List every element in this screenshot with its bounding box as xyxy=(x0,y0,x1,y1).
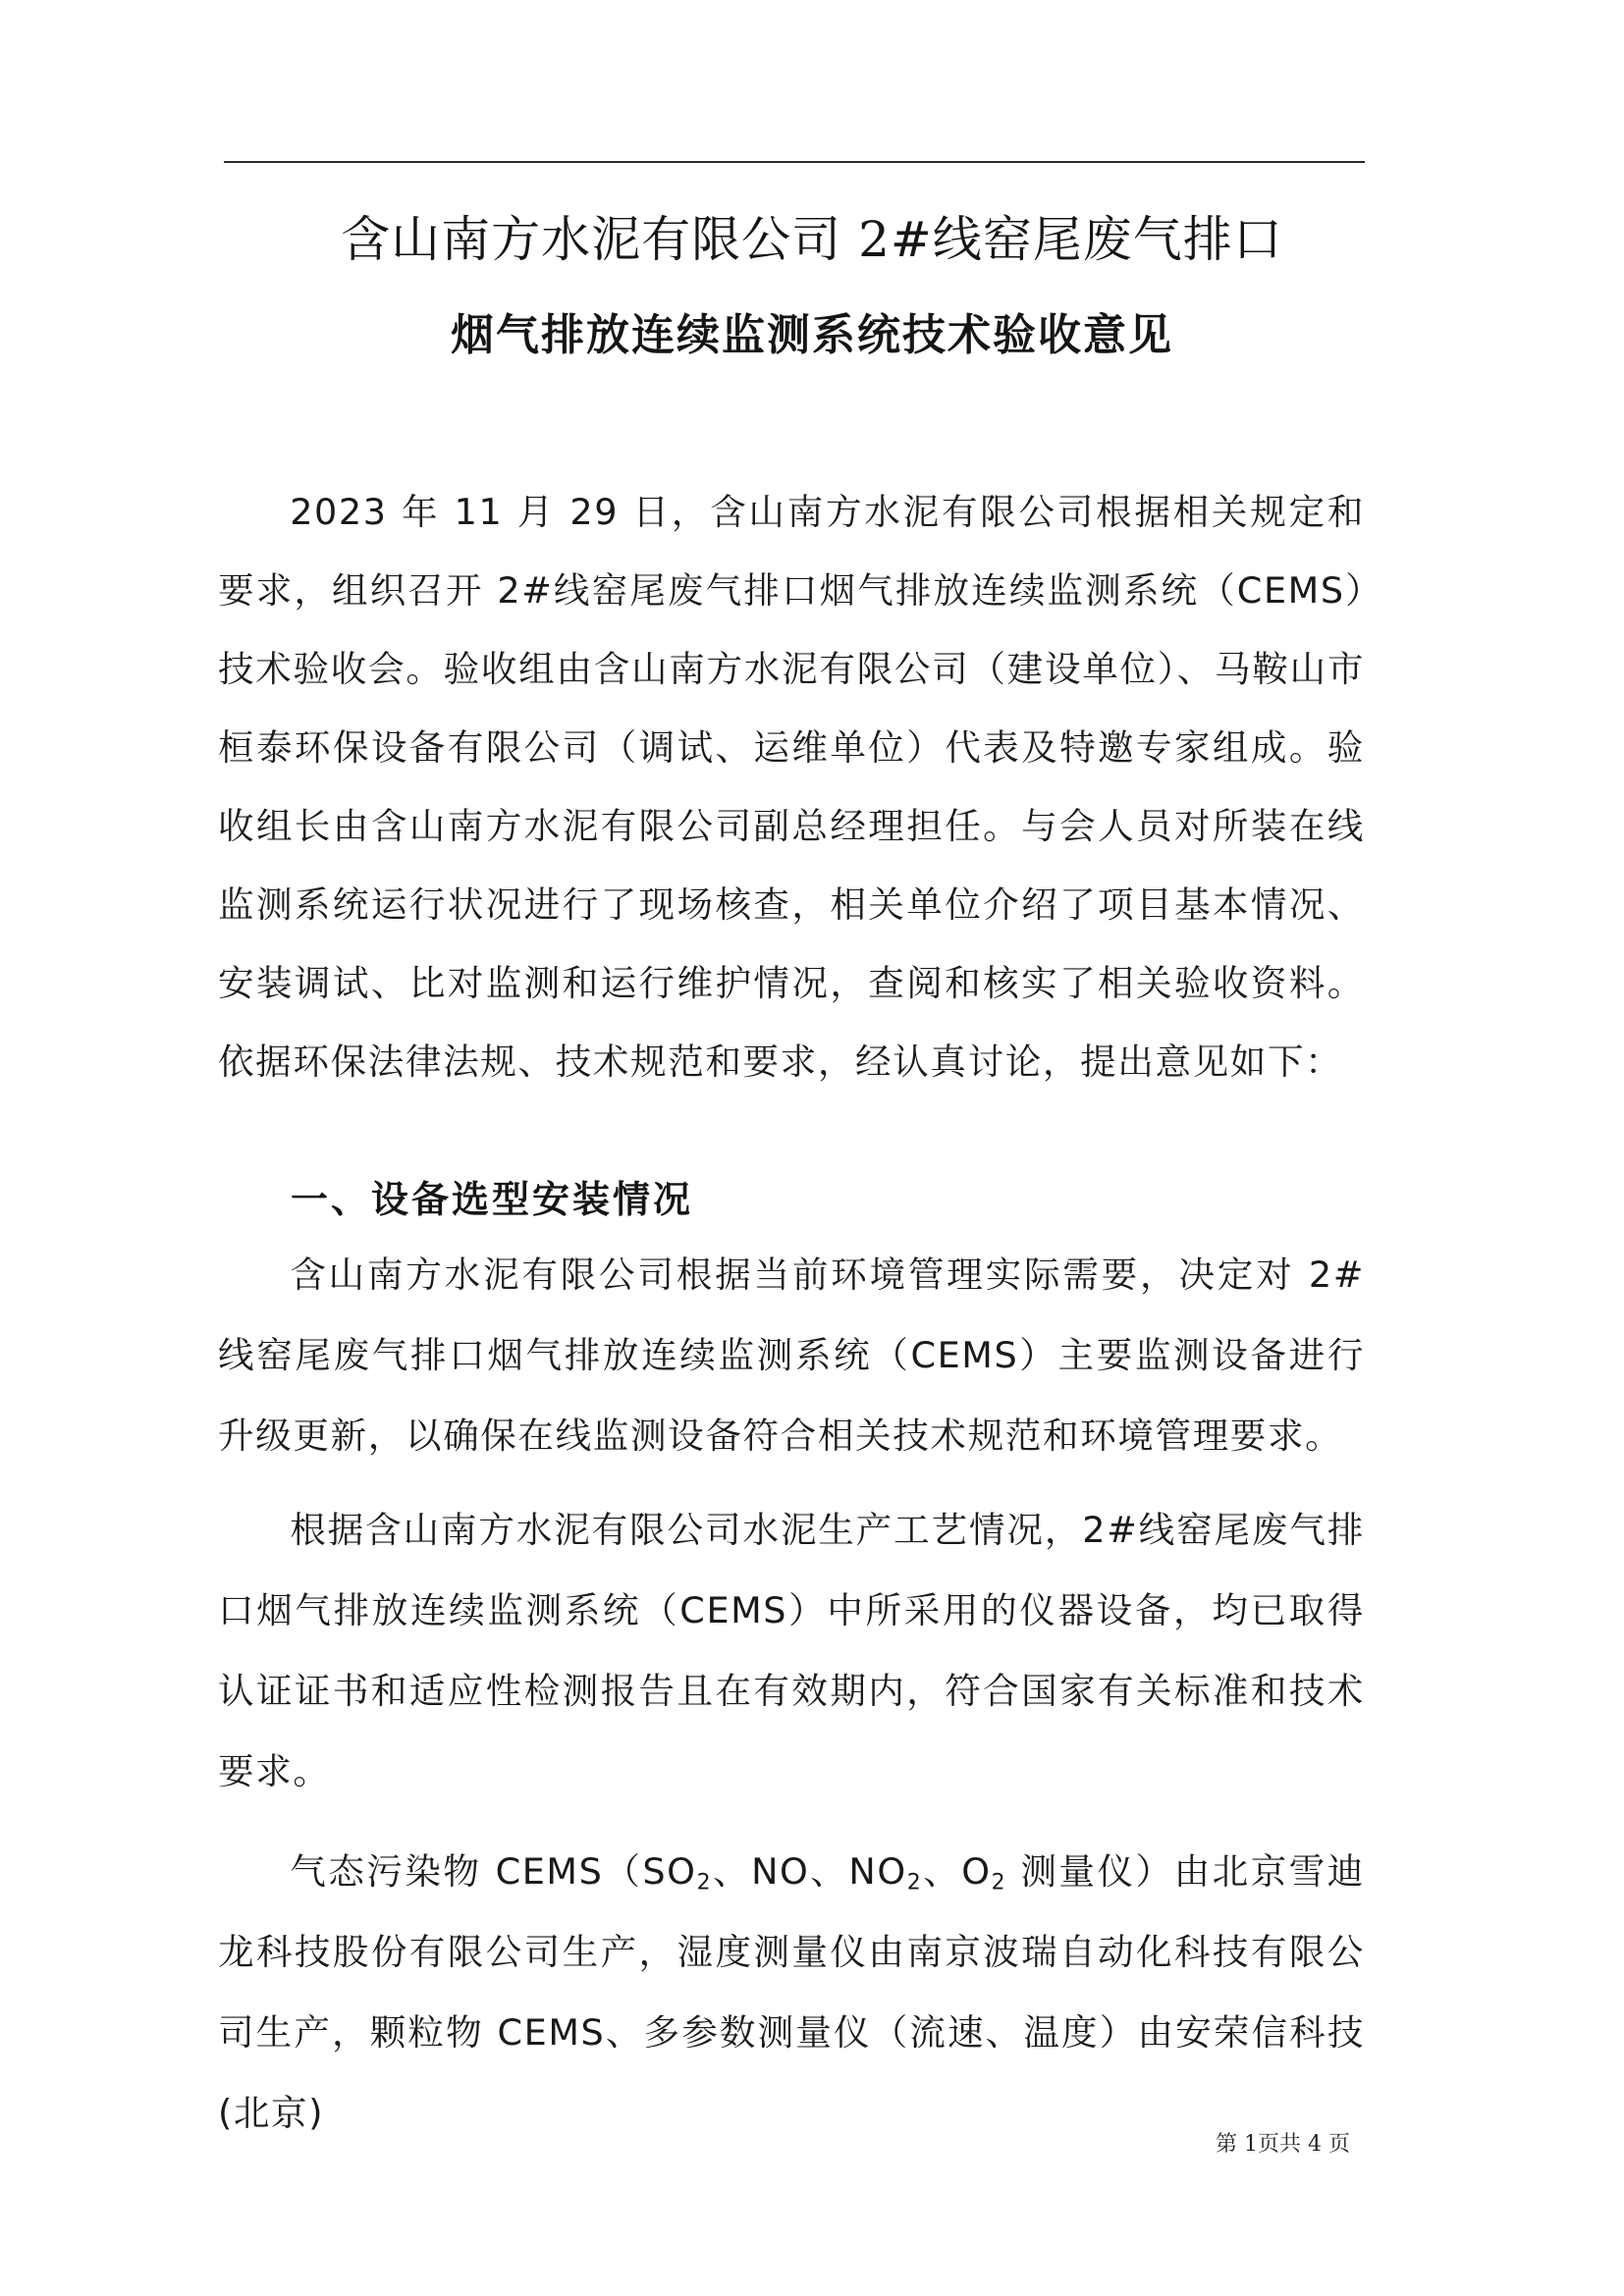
section-heading-equipment: 一、设备选型安装情况 xyxy=(291,1178,694,1221)
section1-paragraph-certification: 根据含山南方水泥有限公司水泥生产工艺情况，2#线窑尾废气排口烟气排放连续监测系统（CEMS）中所采用的仪器设备，均已取得认证证书和适应性检测报告且在有效期内，符合国家有关标准和技术要求。 xyxy=(218,1509,1365,1792)
manufacturers-text-2: 、NO、NO xyxy=(712,1850,907,1893)
page-number-footer: 第 1页共 4 页 xyxy=(1216,2132,1350,2157)
section1-paragraph-upgrade: 含山南方水泥有限公司根据当前环境管理实际需要，决定对 2#线窑尾废气排口烟气排放连续监测系统（CEMS）主要监测设备进行升级更新，以确保在线监测设备符合相关技术规范和环境管理要求。 xyxy=(218,1254,1365,1457)
subscript-no2: 2 xyxy=(906,1870,923,1896)
section1-paragraph-manufacturers xyxy=(218,1832,1365,2154)
header-rule xyxy=(224,161,1365,163)
manufacturers-text-1: 气态污染物 CEMS（SO xyxy=(290,1850,697,1893)
intro-paragraph: 2023 年 11 月 29 日，含山南方水泥有限公司根据相关规定和要求，组织召开 2#线窑尾废气排口烟气排放连续监测系统（CEMS）技术验收会。验收组由含山南方水泥有限公司（建设单位）、马鞍山市桓泰环保设备有限公司（调试、运维单位）代表及特邀专家组成。验收组长由含山南方水泥有限公司副总经理担任。与会人员对所装在线监测系统运行状况进行了现场核查，相关单位介绍了项目基本情况、安装调试、比对监测和运行维护情况，查阅和核实了相关验收资料。依据环保法律法规、技术规范和要求，经认真讨论，提出意见如下： xyxy=(218,491,1365,1083)
subscript-o2: 2 xyxy=(991,1870,1007,1896)
manufacturers-text-4: 测量仪）由北京雪迪龙科技股份有限公司生产，湿度测量仪由南京波瑞自动化科技有限公司生产，颗粒物 CEMS、多参数测量仪（流速、温度）由安荣信科技(北京) xyxy=(218,1850,1365,2134)
manufacturers-text-3: 、O xyxy=(922,1850,992,1893)
subscript-so2: 2 xyxy=(696,1870,713,1896)
document-title-line2: 烟气排放连续监测系统技术验收意见 xyxy=(451,310,1173,360)
document-title-line1: 含山南方水泥有限公司 2#线窑尾废气排口 xyxy=(341,211,1283,268)
